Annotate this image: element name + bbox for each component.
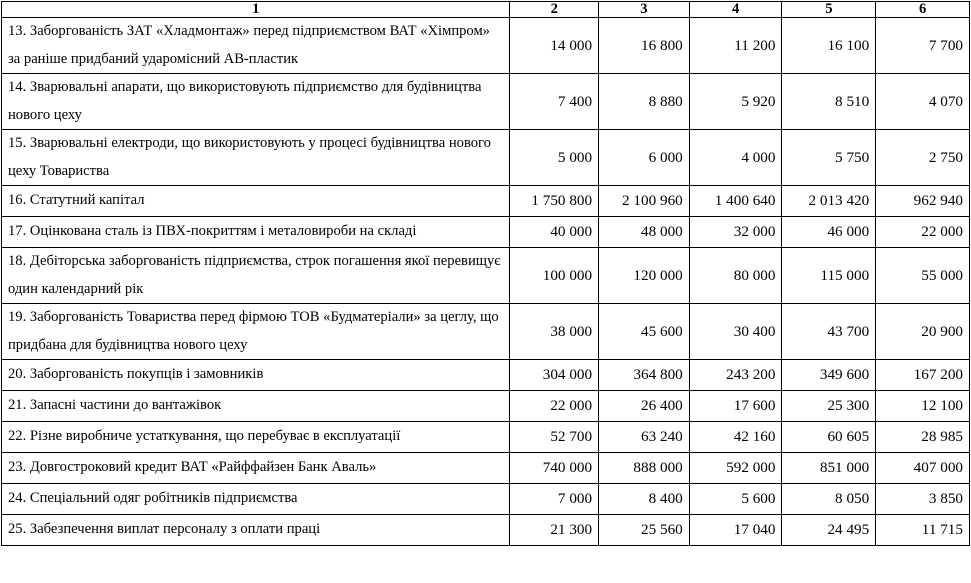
row-value: 5 750 (782, 130, 876, 186)
row-value: 6 000 (599, 130, 690, 186)
row-value: 5 600 (689, 484, 782, 515)
table-row (2, 217, 970, 248)
row-value: 32 000 (689, 217, 782, 248)
row-label: 16. Статутний капітал (2, 186, 510, 217)
row-label: 18. Дебіторська заборгованість підприємства, строк погашення якої перевищує один календарний рік (2, 248, 510, 304)
row-value: 1 750 800 (510, 186, 599, 217)
row-value: 4 000 (689, 130, 782, 186)
row-value: 851 000 (782, 453, 876, 484)
header-cell-5: 5 (782, 2, 876, 18)
row-value: 16 800 (599, 18, 690, 74)
row-value: 12 100 (876, 391, 970, 422)
row-value: 5 000 (510, 130, 599, 186)
row-label: 20. Заборгованість покупців і замовників (2, 360, 510, 391)
table-row (2, 74, 970, 130)
row-value: 48 000 (599, 217, 690, 248)
row-value: 243 200 (689, 360, 782, 391)
row-value: 167 200 (876, 360, 970, 391)
row-value: 30 400 (689, 304, 782, 360)
row-value: 304 000 (510, 360, 599, 391)
row-value: 52 700 (510, 422, 599, 453)
row-value: 115 000 (782, 248, 876, 304)
row-value: 5 920 (689, 74, 782, 130)
row-value: 16 100 (782, 18, 876, 74)
row-value: 45 600 (599, 304, 690, 360)
row-value: 55 000 (876, 248, 970, 304)
row-value: 4 070 (876, 74, 970, 130)
row-value: 3 850 (876, 484, 970, 515)
row-value: 25 300 (782, 391, 876, 422)
table-row (2, 484, 970, 515)
row-value: 7 700 (876, 18, 970, 74)
row-value: 38 000 (510, 304, 599, 360)
data-table (1, 1, 970, 546)
row-value: 8 880 (599, 74, 690, 130)
header-cell-6: 6 (876, 2, 970, 18)
row-label: 25. Забезпечення виплат персоналу з оплати праці (2, 515, 510, 546)
table-row (2, 391, 970, 422)
row-value: 60 605 (782, 422, 876, 453)
header-row (2, 2, 970, 18)
row-value: 21 300 (510, 515, 599, 546)
row-value: 63 240 (599, 422, 690, 453)
row-value: 43 700 (782, 304, 876, 360)
row-value: 888 000 (599, 453, 690, 484)
row-value: 40 000 (510, 217, 599, 248)
row-value: 407 000 (876, 453, 970, 484)
row-value: 8 400 (599, 484, 690, 515)
row-value: 14 000 (510, 18, 599, 74)
row-value: 592 000 (689, 453, 782, 484)
row-value: 7 000 (510, 484, 599, 515)
table-row (2, 515, 970, 546)
row-label: 17. Оцінкована сталь із ПВХ-покриттям і металовироби на складі (2, 217, 510, 248)
row-value: 28 985 (876, 422, 970, 453)
row-label: 14. Зварювальні апарати, що використовують підприємство для будівництва нового цеху (2, 74, 510, 130)
row-value: 2 100 960 (599, 186, 690, 217)
row-value: 740 000 (510, 453, 599, 484)
row-value: 8 510 (782, 74, 876, 130)
table-row (2, 360, 970, 391)
row-value: 22 000 (510, 391, 599, 422)
header-cell-2: 2 (510, 2, 599, 18)
row-value: 7 400 (510, 74, 599, 130)
row-value: 26 400 (599, 391, 690, 422)
table-row (2, 186, 970, 217)
header-cell-1: 1 (2, 2, 510, 18)
table-row (2, 130, 970, 186)
row-value: 1 400 640 (689, 186, 782, 217)
row-value: 17 040 (689, 515, 782, 546)
row-value: 42 160 (689, 422, 782, 453)
row-value: 349 600 (782, 360, 876, 391)
row-value: 2 750 (876, 130, 970, 186)
header-cell-3: 3 (599, 2, 690, 18)
row-value: 80 000 (689, 248, 782, 304)
row-label: 15. Зварювальні електроди, що використовують у процесі будівництва нового цеху Товариства (2, 130, 510, 186)
row-value: 25 560 (599, 515, 690, 546)
row-label: 22. Різне виробниче устаткування, що перебуває в експлуатації (2, 422, 510, 453)
row-label: 24. Спеціальний одяг робітників підприємства (2, 484, 510, 515)
table-row (2, 18, 970, 74)
table-row (2, 422, 970, 453)
table-row (2, 248, 970, 304)
row-label: 23. Довгостроковий кредит ВАТ «Райффайзен Банк Аваль» (2, 453, 510, 484)
row-value: 2 013 420 (782, 186, 876, 217)
table-row (2, 304, 970, 360)
row-label: 13. Заборгованість ЗАТ «Хладмонтаж» перед підприємством ВАТ «Хімпром» за раніше придбаний ударомісний АВ-пластик (2, 18, 510, 74)
row-value: 364 800 (599, 360, 690, 391)
row-value: 46 000 (782, 217, 876, 248)
row-value: 120 000 (599, 248, 690, 304)
row-value: 11 200 (689, 18, 782, 74)
row-value: 8 050 (782, 484, 876, 515)
row-label: 21. Запасні частини до вантажівок (2, 391, 510, 422)
row-value: 22 000 (876, 217, 970, 248)
row-label: 19. Заборгованість Товариства перед фірмою ТОВ «Будматеріали» за цеглу, що придбана для будівництва нового цеху (2, 304, 510, 360)
table-row (2, 453, 970, 484)
row-value: 11 715 (876, 515, 970, 546)
row-value: 962 940 (876, 186, 970, 217)
header-cell-4: 4 (689, 2, 782, 18)
row-value: 20 900 (876, 304, 970, 360)
row-value: 24 495 (782, 515, 876, 546)
row-value: 100 000 (510, 248, 599, 304)
row-value: 17 600 (689, 391, 782, 422)
